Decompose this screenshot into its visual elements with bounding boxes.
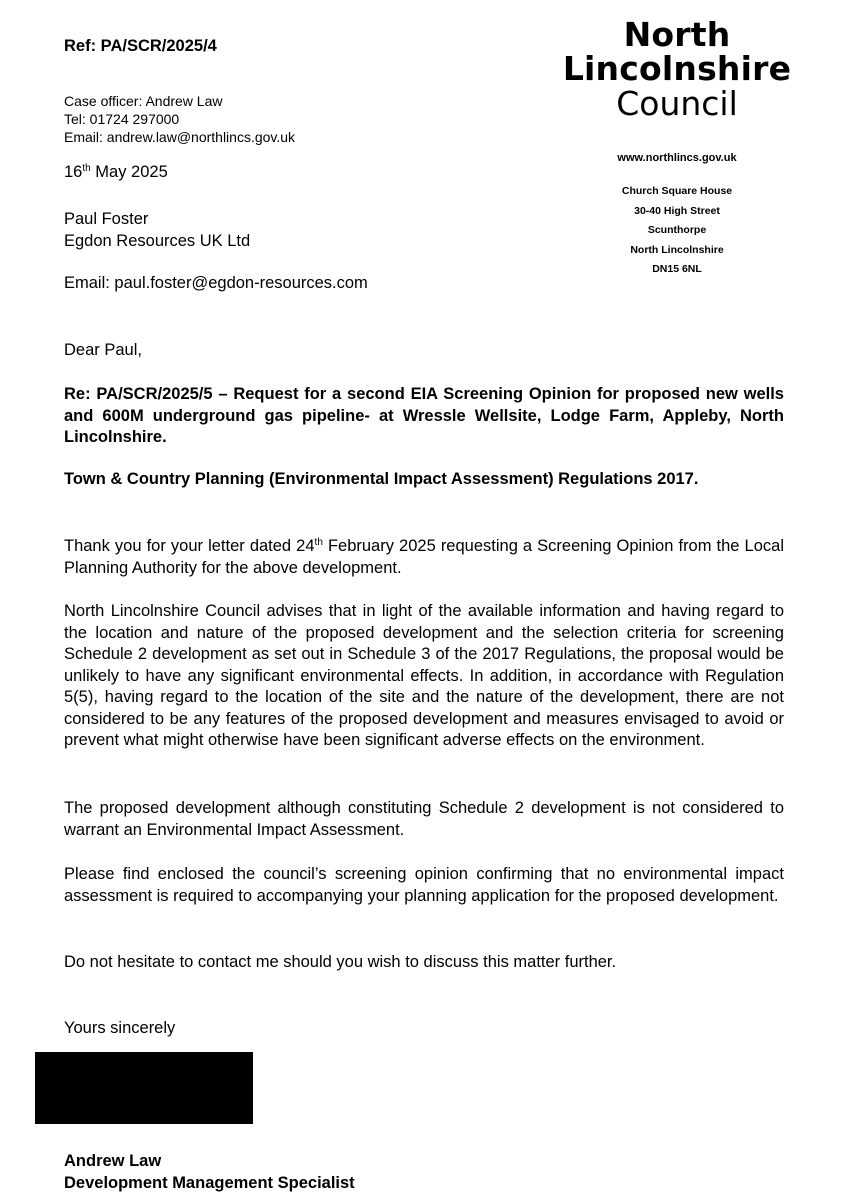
recipient-name: Paul Foster [64, 210, 149, 228]
paragraph-3: The proposed development although constituting Schedule 2 development is not considered to warrant an Environmental Impact Assessment. [64, 799, 784, 839]
regulations-heading: Town & Country Planning (Environmental Impact Assessment) Regulations 2017. [64, 470, 699, 488]
paragraph-2: North Lincolnshire Council advises that in light of the available information and having regard to the location and nature of the proposed development and the selection criteria for screening Schedule 2 development as set out in Schedule 3 of the 2017 Regulations, the proposal would be unlikely to have any significant environmental effects. In addition, in accordance with Regulation 5(5), having regard to the location of the site and the nature of the development, there are not considered to be any features of the proposed development and measures envisaged to avoid or prevent what might otherwise have been significant adverse effects on the environment. [64, 602, 784, 749]
paragraph-4: Please find enclosed the council’s screening opinion confirming that no environmental impact assessment is required to accompanying your planning application for the proposed development. [64, 865, 784, 905]
address-line: Church Square House [621, 185, 733, 197]
case-officer-block [64, 92, 295, 146]
paragraph-5: Do not hesitate to contact me should you wish to discuss this matter further. [64, 953, 617, 971]
letter-date: 16th May 2025 [64, 163, 168, 181]
signatory-block [64, 1150, 355, 1194]
case-officer-email: Email: andrew.law@northlincs.gov.uk [64, 129, 296, 145]
logo-line-north: North [623, 15, 731, 54]
recipient-email: Email: paul.foster@egdon-resources.com [64, 274, 368, 292]
case-officer-tel: Tel: 01724 297000 [64, 111, 180, 127]
signatory-name: Andrew Law [64, 1152, 162, 1170]
logo-line-council: Council [616, 84, 738, 123]
address-line: North Lincolnshire [630, 243, 724, 256]
subject-line: Re: PA/SCR/2025/5 – Request for a second EIA Screening Opinion for proposed new wells and 600M underground gas pipeline- at Wressle Wellsite, Lodge Farm, Appleby, North Lincolnshire. [64, 385, 784, 446]
logo-line-lincolnshire: Lincolnshire [562, 49, 792, 88]
signatory-title: Development Management Specialist [64, 1174, 355, 1192]
recipient-company: Egdon Resources UK Ltd [64, 232, 251, 250]
recipient-block [64, 208, 250, 252]
council-website: www.northlincs.gov.uk [617, 152, 737, 164]
address-line: Scunthorpe [647, 224, 707, 236]
reference-number: Ref: PA/SCR/2025/4 [64, 37, 217, 55]
council-logo [557, 15, 797, 123]
address-line: DN15 6NL [652, 263, 702, 275]
redacted-signature [35, 1052, 253, 1124]
closing: Yours sincerely [64, 1019, 176, 1037]
salutation: Dear Paul, [64, 341, 142, 359]
council-address [557, 182, 797, 280]
case-officer-name: Case officer: Andrew Law [64, 93, 223, 109]
address-line: 30-40 High Street [634, 204, 720, 217]
paragraph-1: Thank you for your letter dated 24th February 2025 requesting a Screening Opinion from the Local Planning Authority for the above development. [64, 537, 784, 577]
